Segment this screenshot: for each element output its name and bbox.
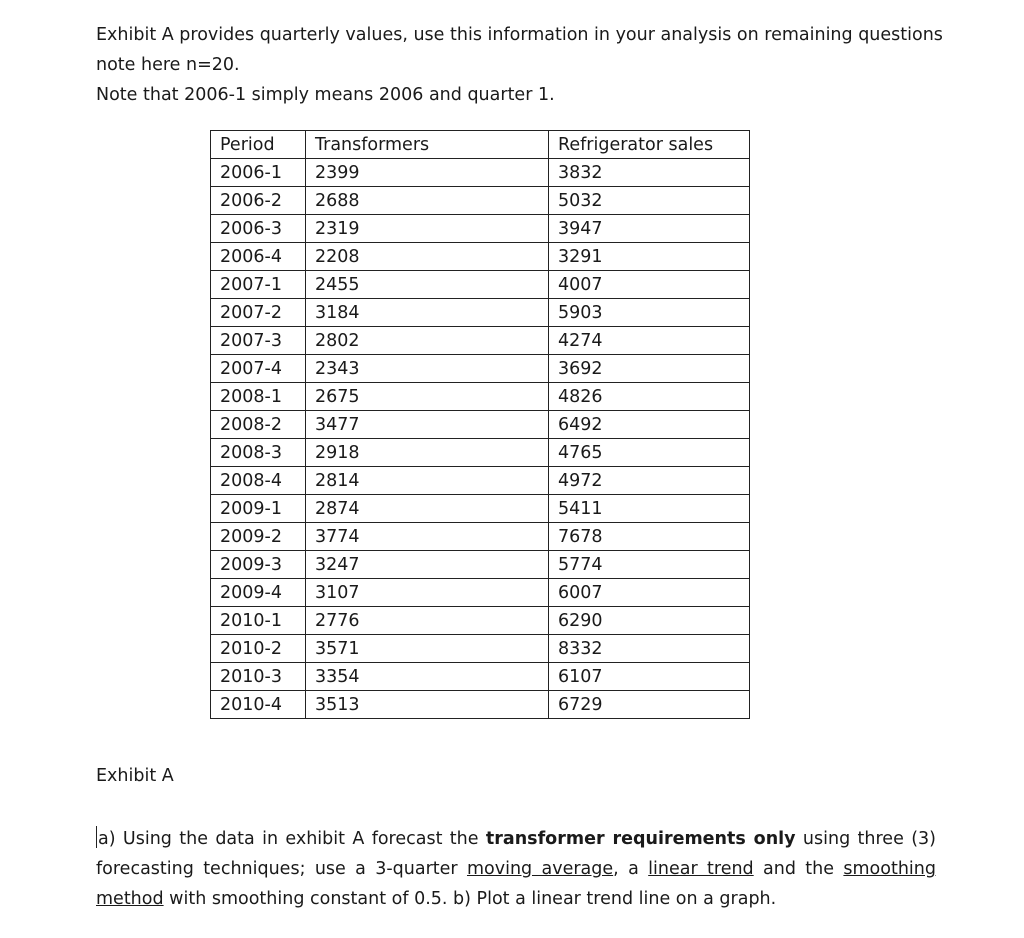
question-part-4: and the [753,859,844,879]
cell-period: 2010-4 [211,691,306,719]
cell-refrigerator-sales: 5411 [549,495,750,523]
question-paragraph [96,824,936,914]
cell-refrigerator-sales: 5032 [549,187,750,215]
cell-refrigerator-sales: 6729 [549,691,750,719]
cell-refrigerator-sales: 3291 [549,243,750,271]
cell-period: 2009-1 [211,495,306,523]
table-body [211,159,750,719]
smoothing-method-term: smoothing method [96,859,936,909]
cell-period: 2006-3 [211,215,306,243]
cell-refrigerator-sales: 3832 [549,159,750,187]
intro-line-2: Note that 2006-1 simply means 2006 and quarter 1. [96,85,555,105]
table-row [211,495,750,523]
cell-refrigerator-sales: 5774 [549,551,750,579]
cell-refrigerator-sales: 7678 [549,523,750,551]
question-part-3: , a [613,859,649,879]
cell-transformers: 3184 [306,299,549,327]
cell-transformers: 2399 [306,159,549,187]
cell-transformers: 2343 [306,355,549,383]
table-row [211,187,750,215]
cell-transformers: 2455 [306,271,549,299]
cell-refrigerator-sales: 5903 [549,299,750,327]
table-row [211,411,750,439]
cell-transformers: 2814 [306,467,549,495]
table-row [211,215,750,243]
table-row [211,355,750,383]
cell-refrigerator-sales: 8332 [549,635,750,663]
table-row [211,691,750,719]
cell-period: 2006-1 [211,159,306,187]
cell-transformers: 3247 [306,551,549,579]
header-period: Period [211,131,306,159]
question-bold-emphasis: transformer requirements only [485,829,796,849]
cell-refrigerator-sales: 6290 [549,607,750,635]
linear-trend-term: linear trend [648,859,754,879]
cell-period: 2008-1 [211,383,306,411]
cell-period: 2007-3 [211,327,306,355]
cell-refrigerator-sales: 6492 [549,411,750,439]
cell-period: 2010-2 [211,635,306,663]
cell-transformers: 2319 [306,215,549,243]
cell-period: 2006-4 [211,243,306,271]
cell-refrigerator-sales: 4826 [549,383,750,411]
question-part-2: using three (3) forecasting techniques; use a 3-quarter [96,829,936,879]
cell-transformers: 2688 [306,187,549,215]
table-row [211,271,750,299]
cell-period: 2008-4 [211,467,306,495]
intro-line-1: Exhibit A provides quarterly values, use this information in your analysis on remaining questions note here n=20. [96,25,943,75]
cell-period: 2009-4 [211,579,306,607]
header-transformers: Transformers [306,131,549,159]
cell-period: 2010-1 [211,607,306,635]
cell-transformers: 2802 [306,327,549,355]
cell-period: 2006-2 [211,187,306,215]
cell-period: 2007-1 [211,271,306,299]
table-row [211,159,750,187]
table-row [211,607,750,635]
cell-refrigerator-sales: 4765 [549,439,750,467]
intro-text [96,20,946,110]
cell-refrigerator-sales: 3692 [549,355,750,383]
table-header-row [211,131,750,159]
cell-transformers: 2776 [306,607,549,635]
table-row [211,299,750,327]
table-row [211,327,750,355]
cell-period: 2008-3 [211,439,306,467]
question-part-5: with smoothing constant of 0.5. b) Plot a linear trend line on a graph. [163,889,777,909]
table-row [211,635,750,663]
header-refrigerator-sales: Refrigerator sales [549,131,750,159]
table-row [211,523,750,551]
table-row [211,243,750,271]
cell-transformers: 3354 [306,663,549,691]
cell-refrigerator-sales: 4274 [549,327,750,355]
cell-period: 2007-2 [211,299,306,327]
cell-refrigerator-sales: 6007 [549,579,750,607]
cell-transformers: 2918 [306,439,549,467]
cell-period: 2008-2 [211,411,306,439]
cell-transformers: 3477 [306,411,549,439]
table-row [211,551,750,579]
cell-period: 2009-3 [211,551,306,579]
moving-average-term: moving average [466,859,614,879]
cell-period: 2009-2 [211,523,306,551]
cell-period: 2010-3 [211,663,306,691]
exhibit-label: Exhibit A [96,766,174,786]
cell-transformers: 3513 [306,691,549,719]
cell-refrigerator-sales: 4972 [549,467,750,495]
table-row [211,467,750,495]
table-row [211,663,750,691]
cell-transformers: 3571 [306,635,549,663]
cell-transformers: 2208 [306,243,549,271]
cell-refrigerator-sales: 3947 [549,215,750,243]
cell-refrigerator-sales: 4007 [549,271,750,299]
cell-transformers: 3774 [306,523,549,551]
exhibit-a-table [210,130,750,719]
table-row [211,383,750,411]
text-cursor [96,826,97,848]
cell-refrigerator-sales: 6107 [549,663,750,691]
cell-transformers: 2874 [306,495,549,523]
table-row [211,579,750,607]
cell-transformers: 3107 [306,579,549,607]
table-row [211,439,750,467]
question-part-1: a) Using the data in exhibit A forecast the [98,829,486,849]
cell-transformers: 2675 [306,383,549,411]
question-text [96,824,936,914]
cell-period: 2007-4 [211,355,306,383]
